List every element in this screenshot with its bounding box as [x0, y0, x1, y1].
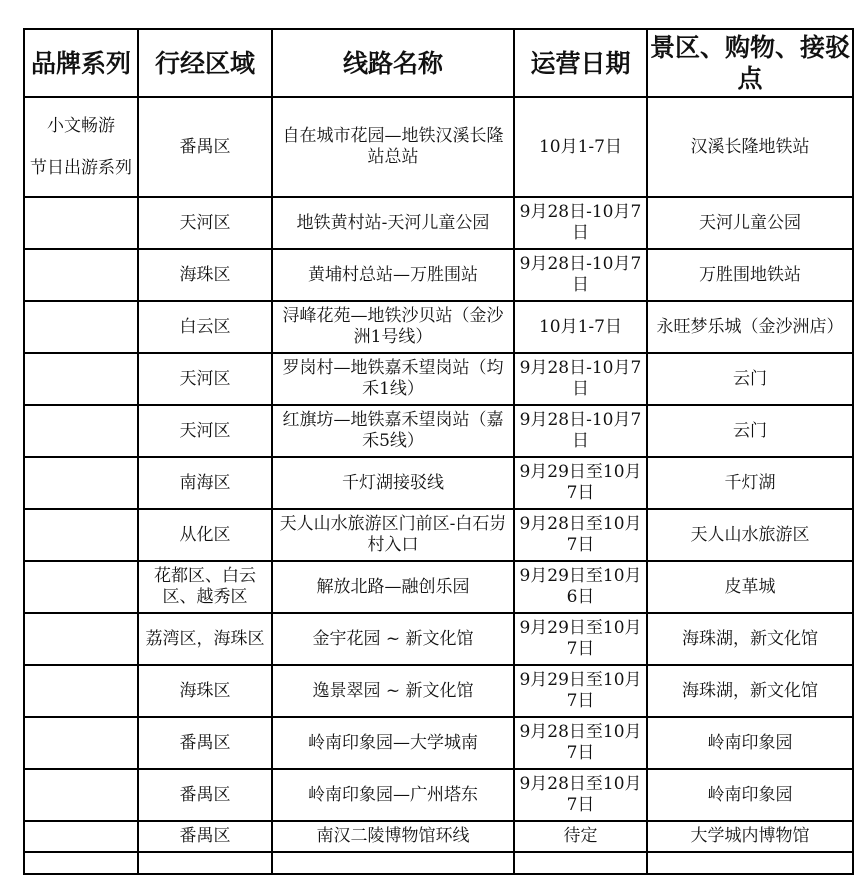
cell-stop: 岭南印象园 — [647, 769, 853, 821]
cell-district: 白云区 — [138, 301, 272, 353]
cell-district: 番禺区 — [138, 821, 272, 852]
cell-dates: 9月29日至10月7日 — [514, 665, 647, 717]
cell-route: 罗岗村—地铁嘉禾望岗站（均禾1线） — [272, 353, 514, 405]
table-row — [24, 769, 853, 821]
header-district: 行经区域 — [138, 29, 272, 97]
cell-brand — [24, 821, 138, 852]
cell-dates: 9月28日-10月7日 — [514, 249, 647, 301]
cell-empty — [647, 852, 853, 874]
table-row — [24, 353, 853, 405]
table-row — [24, 197, 853, 249]
cell-stop: 天人山水旅游区 — [647, 509, 853, 561]
cell-route: 天人山水旅游区门前区-白石岃村入口 — [272, 509, 514, 561]
cell-stop: 千灯湖 — [647, 457, 853, 509]
cell-stop: 万胜围地铁站 — [647, 249, 853, 301]
cell-stop: 云门 — [647, 353, 853, 405]
bus-routes-table — [23, 28, 854, 875]
cell-brand — [24, 197, 138, 249]
table-row — [24, 97, 853, 197]
cell-stop: 海珠湖，新文化馆 — [647, 613, 853, 665]
table-row — [24, 405, 853, 457]
cell-brand — [24, 561, 138, 613]
brand-series: 节日出游系列 — [30, 157, 132, 178]
cell-dates: 9月28日至10月7日 — [514, 509, 647, 561]
cell-stop: 天河儿童公园 — [647, 197, 853, 249]
table-row — [24, 717, 853, 769]
cell-district: 海珠区 — [138, 665, 272, 717]
cell-route: 浔峰花苑—地铁沙贝站（金沙洲1号线） — [272, 301, 514, 353]
table-row — [24, 665, 853, 717]
cell-empty — [138, 852, 272, 874]
cell-route: 地铁黄村站-天河儿童公园 — [272, 197, 514, 249]
cell-dates: 9月29日至10月7日 — [514, 457, 647, 509]
cell-district: 天河区 — [138, 353, 272, 405]
cell-dates: 9月28日-10月7日 — [514, 405, 647, 457]
spacer — [27, 137, 135, 158]
cell-route: 金宇花园 ~ 新文化馆 — [272, 613, 514, 665]
cell-brand — [24, 769, 138, 821]
table-row — [24, 821, 853, 852]
cell-brand — [24, 405, 138, 457]
table-row — [24, 613, 853, 665]
cell-stop: 云门 — [647, 405, 853, 457]
cell-stop: 岭南印象园 — [647, 717, 853, 769]
cell-route: 逸景翠园 ~ 新文化馆 — [272, 665, 514, 717]
header-brand: 品牌系列 — [24, 29, 138, 97]
cell-district: 番禺区 — [138, 717, 272, 769]
cell-route: 岭南印象园—大学城南 — [272, 717, 514, 769]
cell-brand — [24, 613, 138, 665]
cell-district: 从化区 — [138, 509, 272, 561]
cell-empty — [514, 852, 647, 874]
cell-brand — [24, 97, 138, 197]
cell-dates: 10月1-7日 — [514, 301, 647, 353]
cell-route: 千灯湖接驳线 — [272, 457, 514, 509]
header-stops: 景区、购物、接驳点 — [647, 29, 853, 97]
cell-brand — [24, 249, 138, 301]
cell-route: 自在城市花园—地铁汉溪长隆站总站 — [272, 97, 514, 197]
cell-empty — [24, 852, 138, 874]
cell-route: 黄埔村总站—万胜围站 — [272, 249, 514, 301]
cell-stop: 汉溪长隆地铁站 — [647, 97, 853, 197]
cell-brand — [24, 301, 138, 353]
cell-dates: 9月28日至10月7日 — [514, 717, 647, 769]
cell-dates: 9月29日至10月7日 — [514, 613, 647, 665]
table-row — [24, 249, 853, 301]
brand-name: 小文畅游 — [47, 115, 115, 136]
cell-dates: 9月28日-10月7日 — [514, 353, 647, 405]
cell-brand — [24, 717, 138, 769]
table-row — [24, 561, 853, 613]
cell-dates: 9月28日-10月7日 — [514, 197, 647, 249]
cell-stop: 大学城内博物馆 — [647, 821, 853, 852]
table-row-cut-off — [24, 852, 853, 874]
cell-brand — [24, 665, 138, 717]
header-dates: 运营日期 — [514, 29, 647, 97]
table-row — [24, 457, 853, 509]
cell-route: 岭南印象园—广州塔东 — [272, 769, 514, 821]
cell-district: 南海区 — [138, 457, 272, 509]
cell-dates: 10月1-7日 — [514, 97, 647, 197]
table-row — [24, 301, 853, 353]
cell-stop: 永旺梦乐城（金沙洲店） — [647, 301, 853, 353]
cell-route: 南汉二陵博物馆环线 — [272, 821, 514, 852]
cell-stop: 海珠湖，新文化馆 — [647, 665, 853, 717]
cell-dates: 待定 — [514, 821, 647, 852]
cell-district: 花都区、白云区、越秀区 — [138, 561, 272, 613]
header-route: 线路名称 — [272, 29, 514, 97]
cell-stop: 皮革城 — [647, 561, 853, 613]
cell-district: 天河区 — [138, 405, 272, 457]
cell-dates: 9月29日至10月6日 — [514, 561, 647, 613]
cell-district: 荔湾区，海珠区 — [138, 613, 272, 665]
cell-empty — [272, 852, 514, 874]
cell-brand — [24, 353, 138, 405]
cell-brand — [24, 509, 138, 561]
table-row — [24, 509, 853, 561]
cell-district: 番禺区 — [138, 97, 272, 197]
cell-route: 红旗坊—地铁嘉禾望岗站（嘉禾5线） — [272, 405, 514, 457]
cell-brand — [24, 457, 138, 509]
cell-district: 番禺区 — [138, 769, 272, 821]
cell-district: 天河区 — [138, 197, 272, 249]
cell-dates: 9月28日至10月7日 — [514, 769, 647, 821]
header-row — [24, 29, 853, 97]
cell-district: 海珠区 — [138, 249, 272, 301]
cell-route: 解放北路—融创乐园 — [272, 561, 514, 613]
